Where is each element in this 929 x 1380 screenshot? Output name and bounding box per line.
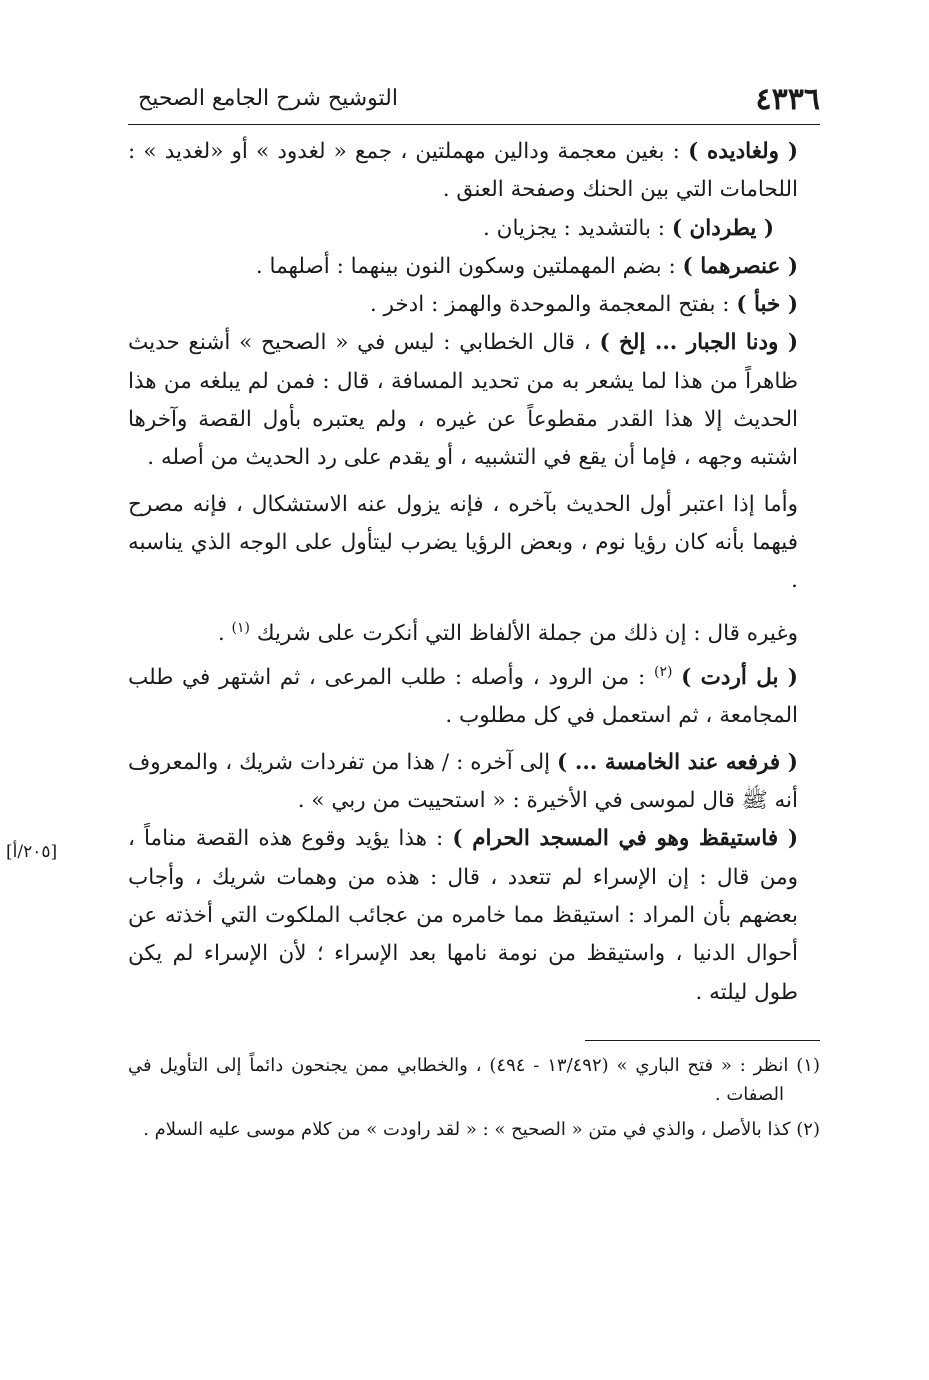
paragraph: وأما إذا اعتبر أول الحديث بآخره ، فإنه يزول عنه الاستشكال ، فإنه مصرح فيهما بأنه كان رؤيا نوم ، وبعض الرؤيا يضرب ليتأول على الوجه الذي يناسبه . (128, 491, 798, 594)
paragraph (128, 744, 820, 821)
paragraph-text: : من الرود ، وأصله : طلب المرعى ، ثم اشتهر في طلب المجامعة ، ثم استعمل في كل مطلوب . (128, 665, 798, 729)
paragraph (128, 324, 820, 477)
paragraph-text: : بالتشديد : يجزيان . (483, 215, 672, 241)
term: ( يطردان ) (671, 215, 774, 241)
paragraph-text: : بغين معجمة ودالين مهملتين ، جمع « لغدود » أو «لغديد » : اللحامات التي بين الحنك وصفحة العنق . (128, 139, 798, 203)
paragraph-text: : بضم المهملتين وسكون النون بينهما : أصلهما . (255, 253, 683, 279)
paragraph (128, 653, 820, 736)
paragraph (128, 286, 820, 324)
term: ( ودنا الجبار ... إلخ ) (599, 330, 799, 356)
paragraph-text: : بفتح المعجمة والموحدة والهمز : ادخر . (369, 292, 737, 318)
term: ( ولغاديده ) (688, 139, 798, 164)
term: ( فرفعه عند الخامسة ... ) (557, 749, 798, 775)
main-text (128, 133, 820, 1012)
book-page (128, 80, 820, 1340)
footnotes (128, 1051, 820, 1144)
page-number: ٤٣٣٦ (755, 82, 820, 117)
paragraph-text: إلى آخره : / هذا من تفردات شريك ، والمعروف أنه ﷺ قال لموسى في الأخيرة : « استحييت من ربي » . (128, 749, 798, 814)
paragraph (128, 248, 820, 286)
term: ( خبأ ) (736, 292, 798, 318)
term: ( عنصرهما ) (682, 253, 798, 279)
term: ( فاستيقظ وهو في المسجد الحرام ) (452, 826, 798, 852)
paragraph-text: : هذا يؤيد وقوع هذه القصة مناماً ، ومن قال : إن الإسراء لم تتعدد ، قال : هذه من وهمات شريك ، وأجاب بعضهم بأن المراد : استيقظ مما خامره من عجائب الملكوت التي أخذته عن أحوال الدنيا ، واستيقظ من نومة نامها بعد الإسراء ؛ لأن الإسراء لم يكن طول ليلته . (128, 826, 798, 1005)
running-title: التوشيح شرح الجامع الصحيح (138, 86, 398, 111)
footnote-ref[interactable]: (٢) (653, 664, 673, 681)
paragraph (128, 609, 820, 653)
margin-folio-marker: [٢٠٥/أ] (6, 842, 58, 862)
paragraph-text: وغيره قال : إن ذلك من جملة الألفاظ التي أنكرت على شريك (256, 620, 798, 646)
footnote: (٢) كذا بالأصل ، والذي في متن « الصحيح » : « لقد راودت » من كلام موسى عليه السلام . (143, 1118, 820, 1140)
footnote-divider (585, 1040, 820, 1041)
paragraph-text: . (217, 620, 232, 646)
term: ( بل أردت ) (681, 665, 798, 691)
footnote-ref[interactable]: (١) (231, 619, 250, 636)
footnote: (١) انظر : « فتح الباري » (١٣/٤٩٢ - ٤٩٤) ، والخطابي ممن يجنحون دائماً إلى التأويل في الصفات . (128, 1054, 820, 1105)
paragraph (128, 820, 820, 1011)
paragraph-text: ، قال الخطابي : ليس في « الصحيح » أشنع حديث ظاهراً من هذا لما يشعر به من تحديد المسافة ، قال : فمن لم يبلغه من هذا الحديث إلا هذا القدر مقطوعاً عن غيره ، ولم يعتبره بأول القصة وآخرها اشتبه وجهه ، فإما أن يقع في التشبيه ، أو يقدم على رد الحديث من أصله . (128, 330, 798, 471)
paragraph (128, 210, 820, 248)
paragraph (128, 133, 820, 210)
page-header (128, 80, 820, 125)
